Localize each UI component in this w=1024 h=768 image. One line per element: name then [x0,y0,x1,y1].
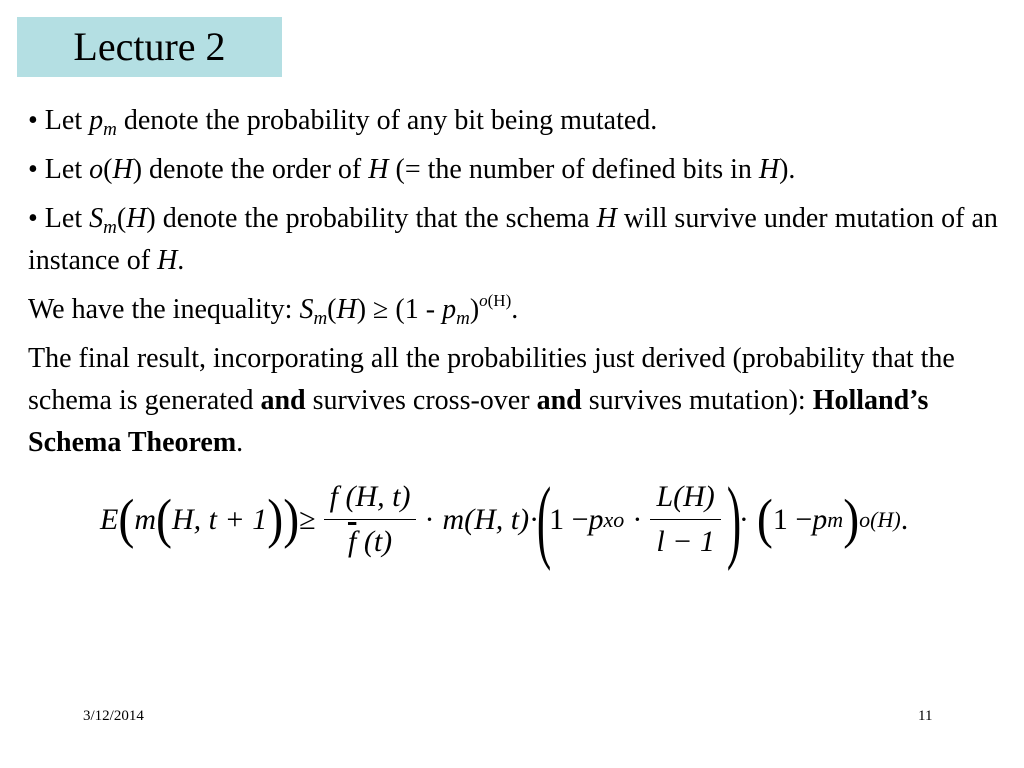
formula-h-t-plus-1: H, t + 1 [171,502,268,536]
bullet-3-paren-close: ) [146,203,156,234]
formula-m-h-t: m(H, t) [442,502,530,536]
bullet-3-paren-open: ( [116,203,127,234]
bullet-3-s: S [89,203,104,234]
formula-dot: · [632,502,643,536]
inequality-close2: ) [469,294,480,325]
formula-dot: · [529,502,540,536]
formula-one-minus-pm: 1 − [772,502,813,536]
bullet-3-h2: H [596,203,617,234]
bullet-3-end: . [177,245,185,276]
formula-paren: ( [118,488,135,550]
formula-e: E [100,502,119,536]
inequality-p: p [442,294,457,325]
bullet-1-prefix: • Let [28,105,90,136]
inequality-s-sub: m [313,308,328,329]
formula-fraction-defining-length [650,475,721,564]
formula-paren: ( [155,488,172,550]
final-end: . [236,427,244,458]
formula-exponent: o(H) [859,506,901,532]
bullet-2-paren-open: ( [103,154,113,185]
bullet-3-sub: m [103,217,117,238]
bullet-2-prefix: • Let [28,154,90,185]
formula-p-xo-sub: xo [603,506,625,532]
formula-paren: )) [267,488,300,550]
slide-content [28,100,1003,471]
final-and-1: and [260,385,306,416]
footer-page-number: 11 [918,708,933,724]
bullet-2-h2: H [368,154,389,185]
inequality-open: ( [327,294,337,325]
bullet-1-sub: m [103,119,117,140]
formula-pm-sub: m [827,506,844,532]
fraction-1-f-bar: $\overline{f}$ [347,525,357,558]
final-text-1: The final result, incorporating all the probabilities just derived (probability that the schema is generated [28,343,955,416]
bullet-3 [28,198,1003,282]
fraction-denominator [650,520,721,564]
bullet-2-mid: denote the order of [142,154,369,185]
formula-m: m [134,502,156,536]
fraction-2-denominator: l − 1 [656,525,715,558]
formula-paren: ) [843,488,860,550]
inequality-h: H [336,294,357,325]
inequality-p-sub: m [456,308,470,329]
formula-pm: p [812,502,828,536]
bullet-2 [28,149,1003,191]
bullet-1 [28,100,1003,142]
slide-title: Lecture 2 [73,24,226,69]
formula-period: . [900,502,909,536]
bullet-2-h1: H [112,154,133,185]
fraction-denominator [342,520,398,564]
final-and-2: and [536,385,582,416]
inequality-sup-h: (H) [487,291,512,310]
bullet-2-end: ). [779,154,796,185]
fraction-1-t: (t) [363,525,393,558]
fraction-numerator [650,475,720,519]
slide-title-box [17,17,282,77]
bullet-2-o: o [89,154,104,185]
bullet-3-prefix: • Let [28,203,90,234]
formula-big-paren-close: ) [726,466,742,572]
fraction-2-numerator: L(H) [656,480,715,513]
bullet-3-h3: H [157,245,178,276]
inequality-s: S [299,294,314,325]
bullet-2-paren-close: ) [132,154,143,185]
formula-dot: · [738,502,749,536]
formula-ge: ≥ [299,502,316,536]
final-result-paragraph [28,338,1003,464]
formula-fraction-fitness [324,475,417,564]
inequality-sup-o: o [479,291,488,310]
inequality-prefix: We have the inequality: [28,294,300,325]
formula-p: p [588,502,604,536]
bullet-1-var: p [89,105,104,136]
bullet-3-mid2: will survive under mutation of an instance of [28,203,998,276]
fraction-1-numerator: f (H, t) [329,480,411,513]
bullet-1-rest: denote the probability of any bit being mutated. [116,105,658,136]
theorem-name: Holland’s Schema Theorem [28,385,929,458]
bullet-3-h1: H [126,203,147,234]
inequality-end: . [511,294,519,325]
formula-big-paren-open: ( [536,466,552,572]
formula-one-minus: 1 − [549,502,589,536]
formula-paren: ( [756,488,773,550]
fraction-numerator [324,475,417,519]
formula-dot: · [424,502,435,536]
schema-theorem-formula [100,467,960,572]
inequality-line [28,289,1003,331]
bullet-2-h3: H [758,154,780,185]
inequality-close: ) ≥ (1 - [356,294,443,325]
final-text-2: survives cross-over [305,385,537,416]
bullet-3-mid: denote the probability that the schema [155,203,597,234]
bullet-2-mid2: (= the number of defined bits in [388,154,759,185]
footer-date: 3/12/2014 [83,708,144,724]
final-text-3: survives mutation): [588,385,813,416]
